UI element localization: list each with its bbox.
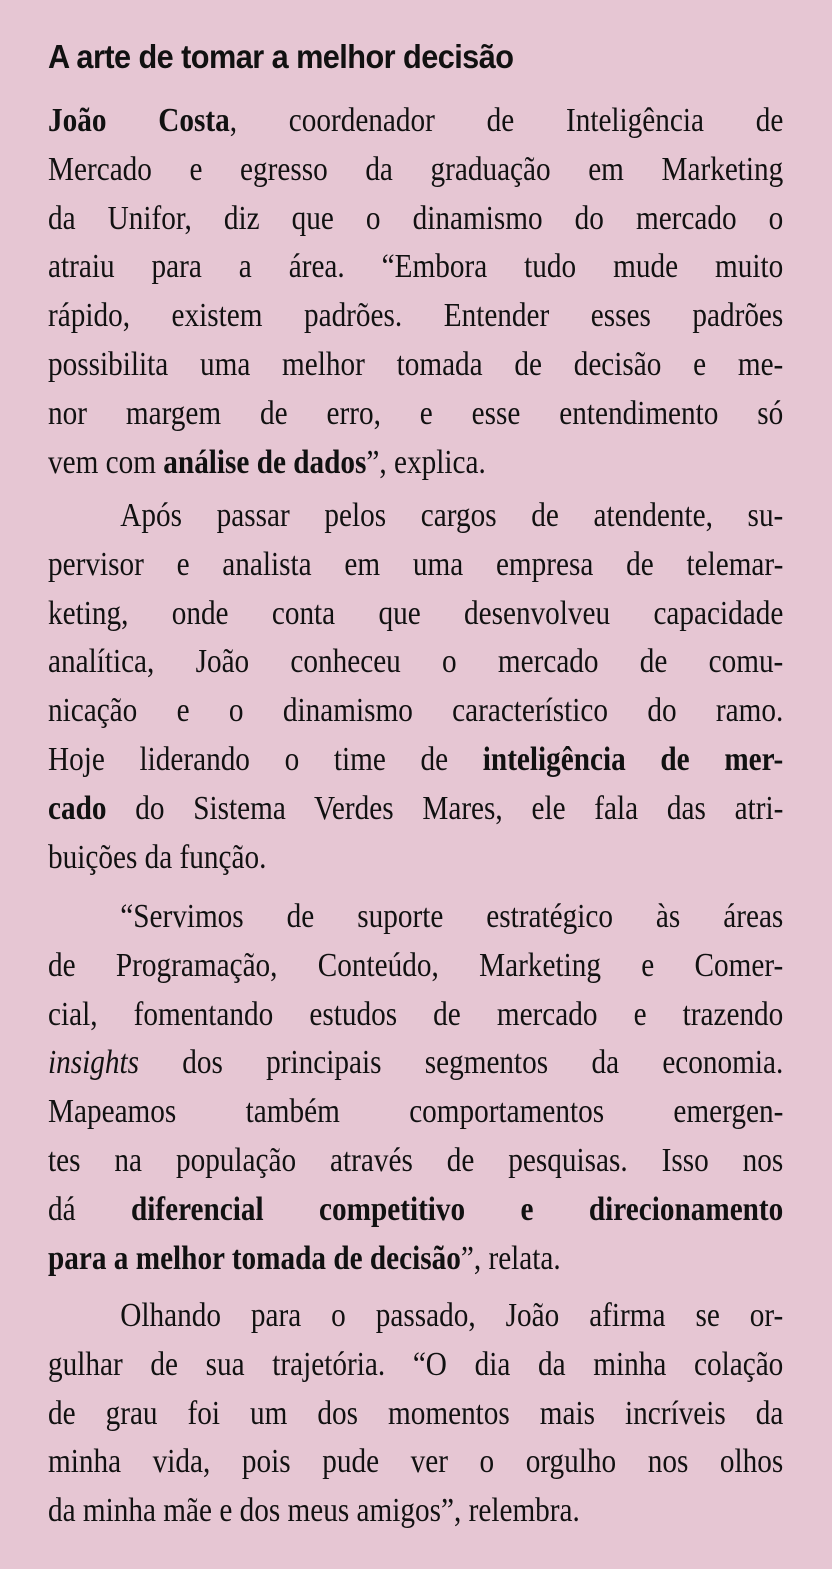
text-line: rápido, existem padrões. Entender esses padrões xyxy=(48,297,784,335)
text-line: Mercado e egresso da graduação em Marketing xyxy=(48,150,784,188)
text-line: Mapeamos também comportamentos emergen- xyxy=(48,1093,784,1131)
text-line: buições da função. xyxy=(48,838,267,876)
text-line: da Unifor, diz que o dinamismo do mercado o xyxy=(48,199,784,237)
text-line: de grau foi um dos momentos mais incríveis da xyxy=(48,1394,784,1432)
text-line: “Servimos de suporte estratégico às áreas xyxy=(120,898,784,935)
text-line: analítica, João conheceu o mercado de comu- xyxy=(48,643,784,681)
bold-emphasis: para a melhor tomada de decisão xyxy=(48,1239,461,1277)
paragraph-1 xyxy=(48,97,783,487)
bold-emphasis: inteligência de mer- xyxy=(482,740,784,778)
text-line: cial, fomentando estudos de mercado e trazendo xyxy=(48,995,784,1033)
text-line: cado do Sistema Verdes Mares, ele fala das atri- xyxy=(48,789,784,827)
bold-emphasis: cado xyxy=(48,789,107,827)
paragraph-2 xyxy=(48,492,783,882)
bold-emphasis: João Costa xyxy=(48,102,230,139)
text-line: atraiu para a área. “Embora tudo mude muito xyxy=(48,248,784,286)
bold-emphasis: diferencial competitivo e direcionamento xyxy=(130,1190,784,1228)
text-line: de Programação, Conteúdo, Marketing e Comer- xyxy=(48,946,784,984)
text-line: dá diferencial competitivo e direcionamento xyxy=(48,1190,784,1228)
text-line: nicação e o dinamismo característico do ramo. xyxy=(48,692,784,730)
paragraph-3 xyxy=(48,893,783,1283)
text-line: da minha mãe e dos meus amigos”, relembra. xyxy=(48,1492,580,1530)
text-line: nor margem de erro, e esse entendimento só xyxy=(48,394,784,432)
text-line: tes na população através de pesquisas. Isso nos xyxy=(48,1141,784,1179)
text-line: insights dos principais segmentos da economia. xyxy=(48,1044,784,1082)
bold-emphasis: análise de dados xyxy=(163,443,367,481)
text-line: para a melhor tomada de decisão”, relata. xyxy=(48,1239,561,1277)
paragraph-4 xyxy=(48,1292,783,1536)
text-line: possibilita uma melhor tomada de decisão e me- xyxy=(48,345,784,383)
italic-emphasis: insights xyxy=(48,1044,139,1082)
text-line: vem com análise de dados”, explica. xyxy=(48,443,486,481)
text-line: Olhando para o passado, João afirma se or- xyxy=(120,1297,784,1334)
text-line: Hoje liderando o time de inteligência de mer- xyxy=(48,740,784,778)
article-title: A arte de tomar a melhor decisão xyxy=(48,38,514,75)
text-line: Após passar pelos cargos de atendente, su- xyxy=(120,497,784,534)
text-line: gulhar de sua trajetória. “O dia da minha colação xyxy=(48,1345,784,1383)
text-line: minha vida, pois pude ver o orgulho nos olhos xyxy=(48,1443,784,1481)
text-line: pervisor e analista em uma empresa de telemar- xyxy=(48,545,784,583)
text-line: João Costa, coordenador de Inteligência de xyxy=(48,102,784,139)
text-line: keting, onde conta que desenvolveu capacidade xyxy=(48,594,784,632)
